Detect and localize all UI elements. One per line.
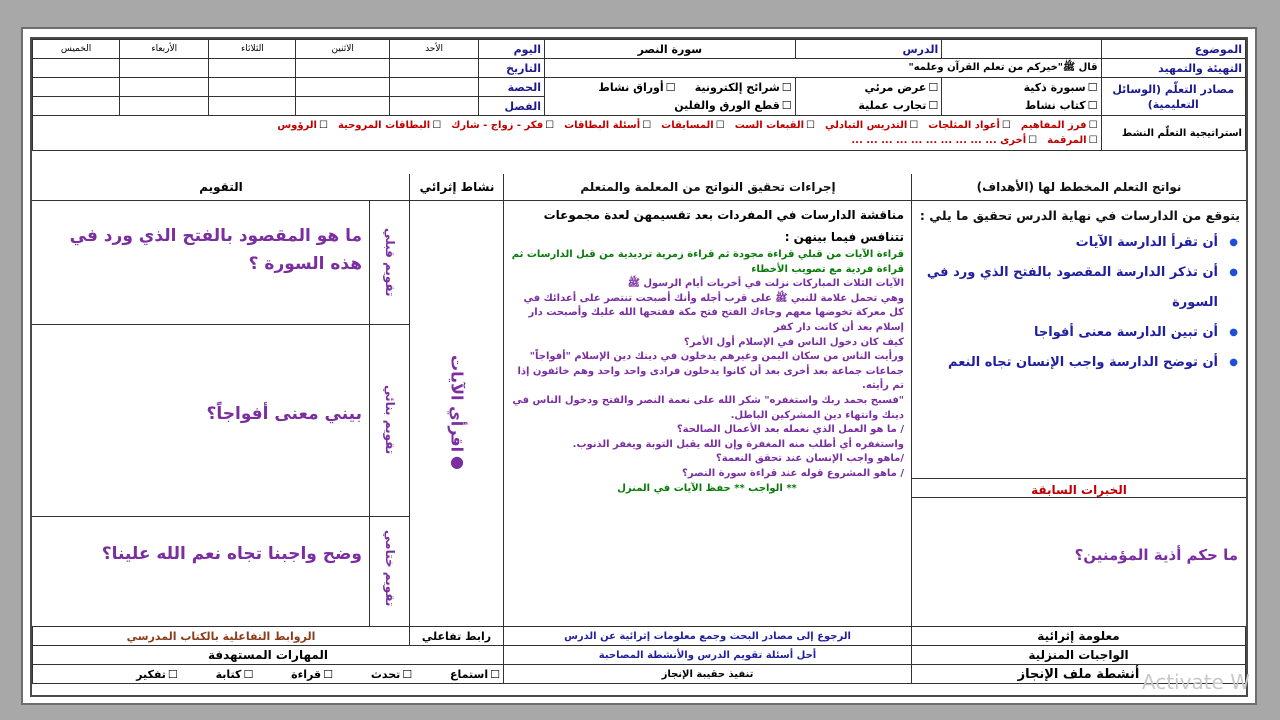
skill-writing[interactable]: ☐ كتابة: [216, 668, 254, 681]
eval-formative-label: تقويم بنائي: [383, 385, 397, 455]
day-sun: الأحد: [389, 40, 478, 59]
topic-value: [942, 40, 1101, 59]
eval-formative-label-cell: [370, 324, 410, 516]
procedure-line: "فسبح بحمد ربك واستغفره" شكر الله على نعمة النصر والفتح ودخول الناس في دينك وانتهاء دين المشركين الباطل.: [512, 394, 904, 421]
skill-listening[interactable]: ☐ استماع: [450, 668, 500, 681]
skill-thinking[interactable]: ☐ تفكير: [136, 668, 178, 681]
objective-item: ● أن تبين الدارسة معنى أفواجا: [918, 318, 1218, 348]
activate-watermark: Activate W: [1141, 670, 1250, 694]
header-table: [32, 39, 1246, 151]
day-thu: الخميس: [33, 40, 120, 59]
strategy-item[interactable]: ☐ المسابقات: [661, 120, 725, 131]
strategy-item[interactable]: ☐ أخرى ... ... ... ... ... ... ... ... ... ...: [851, 135, 1037, 146]
procedure-line: واستغفره أي أطلب منه المغفرة وإن الله يقبل التوبة ويغفر الذنوب.: [572, 438, 904, 450]
evaluation-panel: [32, 200, 410, 626]
day-wed: الأربعاء: [120, 40, 209, 59]
links-text[interactable]: الروابط التفاعلية بالكتاب المدرسي: [33, 627, 410, 646]
skill-speaking[interactable]: ☐ تحدث: [371, 668, 412, 681]
resource-smartboard[interactable]: ☐ سبورة ذكية: [1024, 81, 1098, 94]
procedure-line: / ماهو المشروع قوله عند قراءة سورة النصر؟: [682, 467, 904, 479]
eval-final-text: وضح واجبنا تجاه نعم الله علينا؟: [101, 544, 362, 564]
info-label: معلومة إثرائية: [912, 627, 1246, 646]
resources-col-3: [544, 78, 795, 116]
class-label: الفصل: [479, 97, 545, 116]
period-cell-4: [120, 78, 209, 97]
divider-1: [911, 174, 912, 626]
date-label: التاريخ: [479, 59, 545, 78]
objective-item: ● أن تقرأ الدارسة الآيات: [918, 228, 1218, 258]
date-cell-5: [33, 59, 120, 78]
strategy-item[interactable]: ☐ أسئلة البطاقات: [564, 120, 651, 131]
intro-label: التهيئة والتمهيد: [1101, 59, 1245, 78]
procedure-line: / ما هو العمل الذي نعمله بعد الأعمال الصالحة؟: [676, 424, 904, 436]
procedures-heading-text: مناقشة الدارسات في المفردات بعد تقسيمهن لعدة مجموعات تتنافس فيما بينهن :: [543, 208, 904, 244]
class-cell-5: [33, 97, 120, 116]
eval-pre-label-cell: [370, 200, 410, 324]
procedure-reading: قراءة الآيات من قبلي قراءة مجودة ثم قراءة زمرية ترديدية من قبل الدارسات ثم قراءة فردية مع تصويب الأخطاء: [511, 249, 904, 275]
footer-table: [32, 626, 1246, 684]
class-cell-4: [120, 97, 209, 116]
strategy-list: [33, 116, 1102, 151]
lesson-label: الدرس: [795, 40, 942, 59]
objectives-panel: [918, 204, 1240, 378]
objectives-intro: يتوقع من الدارسات في نهاية الدرس تحقيق ما يلي :: [919, 208, 1240, 223]
topic-label: الموضوع: [1101, 40, 1245, 59]
strategy-item[interactable]: ☐ أعواد المثلجات: [928, 120, 1011, 131]
portfolio-label: أنشطة ملف الإنجاز: [912, 665, 1246, 684]
strategy-line-1: [36, 118, 1098, 133]
eval-formative-text: بيني معنى أفواجاً؟: [206, 404, 362, 424]
info-text: الرجوع إلى مصادر البحث وجمع معلومات إثرائية عن الدرس: [504, 627, 912, 646]
period-cell-3: [209, 78, 296, 97]
class-cell-1: [389, 97, 478, 116]
prior-label-row: [912, 478, 1246, 498]
strategy-item[interactable]: ☐ فرز المفاهيم: [1021, 120, 1098, 131]
lesson-plan-frame: [30, 37, 1248, 697]
resources-col-2: [795, 78, 942, 116]
skill-reading[interactable]: ☐ قراءة: [291, 668, 333, 681]
procedures-panel: [510, 204, 904, 496]
class-cell-3: [209, 97, 296, 116]
eval-pre-text: ما هو المقصود بالفتح الذي ورد في هذه السورة ؟: [69, 226, 362, 274]
link-label: رابط تفاعلي: [410, 627, 504, 646]
day-mon: الاثنين: [296, 40, 389, 59]
resources-col-1: [942, 78, 1101, 116]
period-cell-5: [33, 78, 120, 97]
resources-label: مصادر التعلّم (الوسائل التعليمية): [1101, 78, 1245, 116]
strategy-label: استراتيجية التعلّم النشط: [1101, 116, 1245, 151]
strategy-item[interactable]: ☐ القبعات الست: [735, 120, 815, 131]
resource-worksheets[interactable]: ☐ أوراق نشاط: [598, 81, 675, 94]
procedure-line: وهي تحمل علامة للنبي ﷺ على قرب أجله وأنك أصبحت تنتصر على أعدائك في كل معركة تخوضها معهم وجاءك الفتح فتح مكة ففتحها الله عليك وأصبحت دار إسلام بعد أن كانت دار كفر: [523, 292, 904, 333]
evaluation-divider-2: [32, 516, 410, 517]
resource-paper-foam[interactable]: ☐ قطع الورق والفلين: [674, 99, 791, 112]
homework-label: الواجبات المنزلية: [912, 646, 1246, 665]
prior-question: ما حكم أذية المؤمنين؟: [1074, 546, 1238, 564]
resource-visual[interactable]: ☐ عرض مرئي: [864, 81, 938, 94]
strategy-item[interactable]: ☐ التدريس التبادلي: [825, 120, 918, 131]
period-cell-2: [296, 78, 389, 97]
main-body: [32, 174, 1246, 626]
enrichment-text: ●اقرأي الآيات: [447, 354, 467, 472]
day-tue: الثلاثاء: [209, 40, 296, 59]
class-cell-2: [296, 97, 389, 116]
strategy-item[interactable]: ☐ البطاقات المروحية: [338, 120, 441, 131]
strategy-item[interactable]: ☐ الرؤوس: [277, 120, 328, 131]
date-cell-4: [120, 59, 209, 78]
strategy-line-2: [36, 133, 1098, 148]
intro-text: قال ﷺ"خيركم من تعلم القرآن وعلمه": [544, 59, 1101, 78]
objective-item: ● أن تذكر الدارسة المقصود بالفتح الذي ورد في السورة: [918, 258, 1218, 318]
skills-list: [33, 665, 504, 684]
procedure-homework: ** الواجب ** حفظ الآيات في المنزل: [617, 482, 797, 494]
procedures-heading: إجراءات تحقيق النواتج من المعلمة والمتعلم: [580, 180, 836, 194]
eval-final-label-cell: [370, 516, 410, 620]
strategy-item[interactable]: ☐ فكر - زواج - شارك: [451, 120, 554, 131]
date-cell-2: [296, 59, 389, 78]
enrichment-heading: نشاط إثرائي: [419, 180, 495, 194]
homework-text: أحل أسئلة تقويم الدرس والأنشطة المصاحبة: [504, 646, 912, 665]
lesson-plan-sheet: [21, 27, 1257, 705]
procedures-body: [510, 277, 904, 481]
objective-item: ● أن توضح الدارسة واجب الإنسان تجاه النعم: [918, 348, 1218, 378]
skills-label: المهارات المستهدفة: [33, 646, 504, 665]
procedure-line: الآيات الثلاث المباركات نزلت في أخريات أيام الرسول ﷺ: [627, 278, 904, 290]
objectives-heading: نواتج التعلم المخطط لها (الأهداف): [976, 180, 1182, 194]
enrichment-panel: [410, 200, 504, 626]
procedure-line: /ماهو واجب الإنسان عند تحقق النعمة؟: [715, 453, 904, 465]
date-cell-3: [209, 59, 296, 78]
objectives-list: [918, 228, 1240, 378]
period-cell-1: [389, 78, 478, 97]
procedure-line: كيف كان دخول الناس في الإسلام أول الأمر؟: [683, 336, 904, 348]
resource-slides[interactable]: ☐ شرائح إلكترونية: [695, 81, 792, 94]
eval-final-label: تقويم ختامي: [383, 529, 397, 607]
eval-pre-label: تقويم قبلي: [383, 227, 397, 297]
evaluation-divider-1: [32, 324, 410, 325]
procedure-line: ورأيت الناس من سكان اليمن وغيرهم يدخلون في دينك دين الإسلام "أفواجاً" جماعات جماعة بعد أخرى بعد أن كانوا يدخلون فرادى واحد واحد وهم خائفون إذا تم رأيته.: [517, 351, 904, 392]
strategy-item[interactable]: ☐ المرقمة: [1047, 135, 1097, 146]
resource-activity-book[interactable]: ☐ كتاب نشاط: [1025, 99, 1098, 112]
portfolio-text: تنفيذ حقيبة الإنجاز: [504, 665, 912, 684]
prior-label: الخبرات السابقة: [1031, 483, 1127, 497]
evaluation-heading: التقويم: [199, 180, 243, 194]
lesson-name: سورة النصر: [544, 40, 795, 59]
date-cell-1: [389, 59, 478, 78]
resource-experiments[interactable]: ☐ تجارب عملية: [858, 99, 938, 112]
period-label: الحصة: [479, 78, 545, 97]
day-label: اليوم: [479, 40, 545, 59]
